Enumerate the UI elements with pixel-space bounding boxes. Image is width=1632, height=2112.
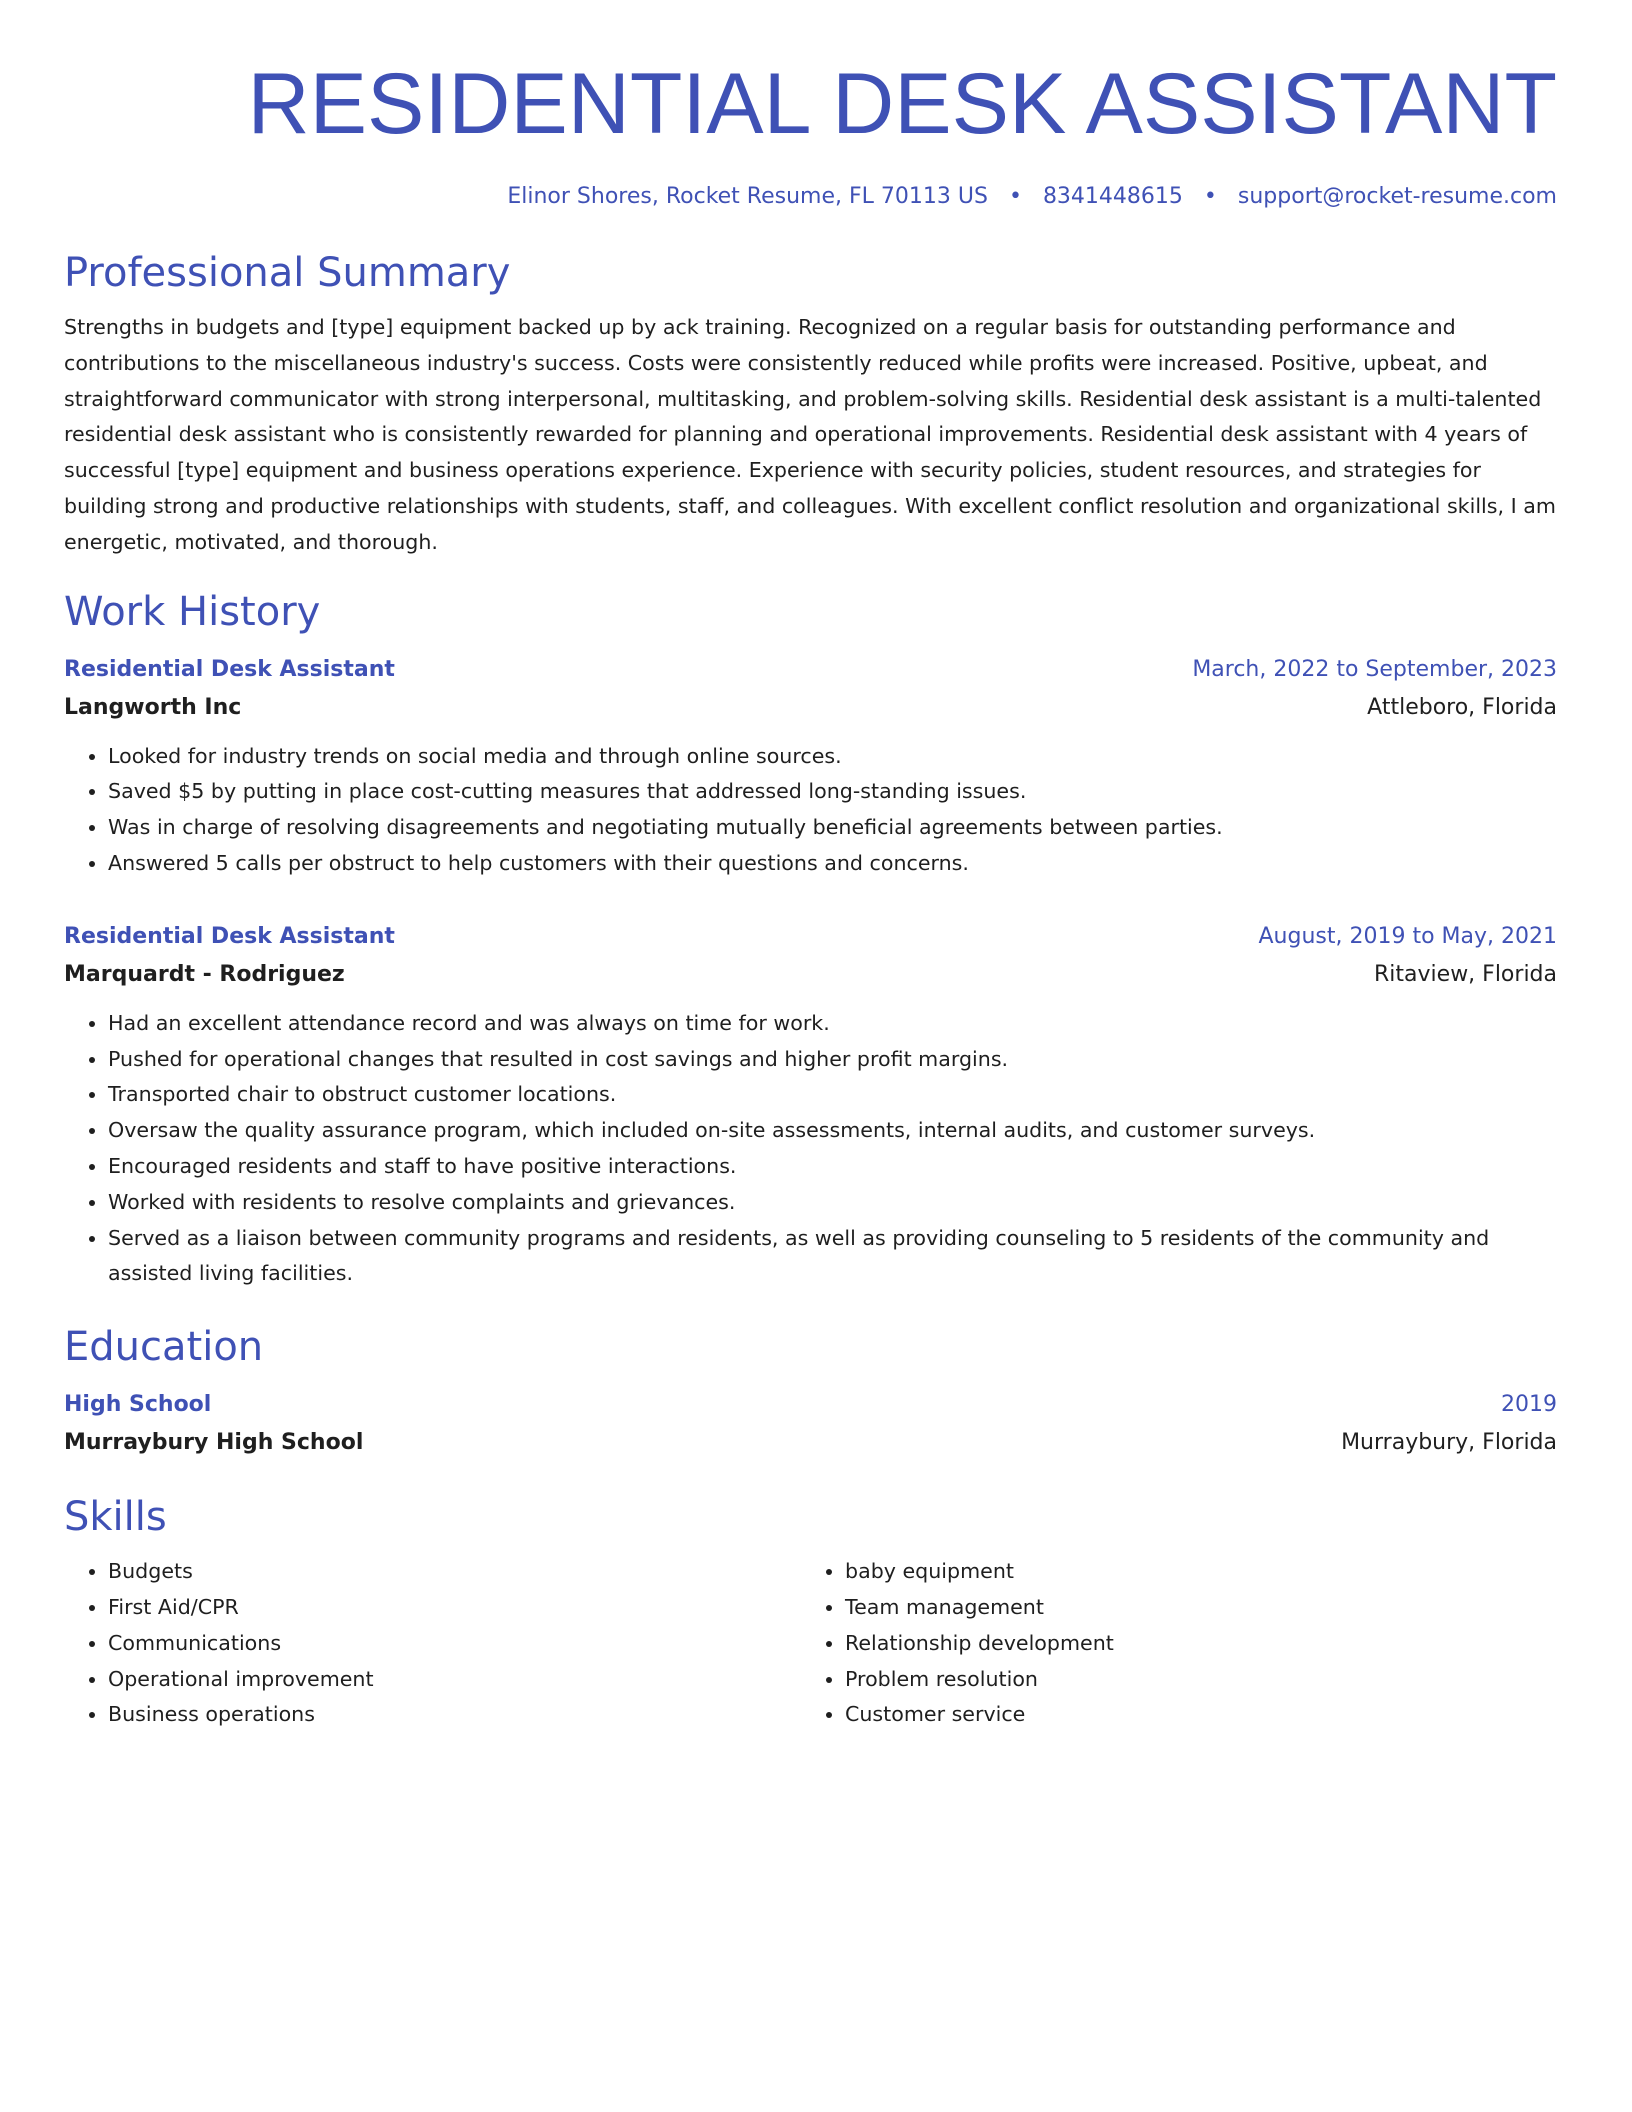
job-header-row [64, 918, 1557, 956]
skill-item: • baby equipment [845, 1554, 1538, 1590]
skill-item: • Relationship development [845, 1626, 1538, 1662]
summary-text: Strengths in budgets and [type] equipment backed up by ack training. Recognized on a regular basis for outstanding performance and contributions to the miscellaneous industry's success. Costs were consistently reduced while profits were increased. Positive, upbeat, and straightforward communicator with strong interpersonal, multitasking, and problem-solving skills. Residential desk assistant is a multi-talented residential desk assistant who is consistently rewarded for planning and operational improvements. Residential desk assistant with 4 years of successful [type] equipment and business operations experience. Experience with security policies, student resources, and strategies for building strong and productive relationships with students, staff, and colleagues. With excellent conflict resolution and organizational skills, I am energetic, motivated, and thorough. [64, 315, 1556, 554]
job-bullet: • Oversaw the quality assurance program, which included on-site assessments, internal audits, and customer surveys. [108, 1113, 1557, 1149]
skill-item: • Budgets [108, 1554, 801, 1590]
education-year: 2019 [1501, 1392, 1557, 1418]
education-degree: High School [64, 1392, 212, 1418]
job-header-row [64, 651, 1557, 689]
contact-email: support@rocket-resume.com [1237, 184, 1557, 209]
job-bullet: • Worked with residents to resolve complaints and grievances. [108, 1185, 1557, 1221]
candidate-title: RESIDENTIAL DESK ASSISTANT [247, 56, 1557, 152]
skills-column-right [801, 1554, 1538, 1733]
contact-line [64, 182, 1557, 212]
job-location: Attleboro, Florida [1367, 694, 1557, 720]
job-bullets [64, 739, 1557, 882]
skills-list [64, 1554, 1557, 1733]
section-title-work-history: Work History [64, 588, 321, 635]
job-bullet: • Answered 5 calls per obstruct to help customers with their questions and concerns. [108, 846, 1557, 882]
resume-page [64, 0, 1557, 1733]
contact-separator: • [1008, 184, 1022, 209]
skill-item: • First Aid/CPR [108, 1590, 801, 1626]
job-company-row [64, 956, 1557, 994]
resume-header [64, 0, 1557, 212]
contact-phone: 8341448615 [1042, 184, 1183, 209]
job-bullet: • Looked for industry trends on social media and through online sources. [108, 739, 1557, 775]
section-title-skills: Skills [64, 1494, 167, 1541]
job-bullet: • Encouraged residents and staff to have positive interactions. [108, 1149, 1557, 1185]
job-bullet: • Transported chair to obstruct customer locations. [108, 1077, 1557, 1113]
job-company: Marquardt - Rodriguez [64, 961, 345, 987]
job-dates: August, 2019 to May, 2021 [1258, 923, 1557, 949]
contact-address: Elinor Shores, Rocket Resume, FL 70113 US [507, 184, 988, 209]
job-bullet: • Was in charge of resolving disagreements and negotiating mutually beneficial agreements between parties. [108, 810, 1557, 846]
job-bullets [64, 1006, 1557, 1292]
contact-separator: • [1203, 184, 1217, 209]
education-school: Murraybury High School [64, 1430, 364, 1456]
skill-item: • Communications [108, 1626, 801, 1662]
job-bullet: • Had an excellent attendance record and was always on time for work. [108, 1006, 1557, 1042]
job-entry [64, 918, 1557, 1292]
skill-item: • Operational improvement [108, 1662, 801, 1698]
skill-item: • Customer service [845, 1697, 1538, 1733]
education-school-row [64, 1424, 1557, 1462]
job-company-row [64, 689, 1557, 727]
job-company: Langworth Inc [64, 694, 242, 720]
job-entry [64, 651, 1557, 882]
job-role: Residential Desk Assistant [64, 923, 395, 949]
job-bullet: • Served as a liaison between community programs and residents, as well as providing counseling to 5 residents of the community and assisted living facilities. [108, 1221, 1557, 1293]
skill-item: • Problem resolution [845, 1662, 1538, 1698]
education-header-row [64, 1386, 1557, 1424]
skill-item: • Team management [845, 1590, 1538, 1626]
skills-column-left [64, 1554, 801, 1733]
section-title-education: Education [64, 1324, 264, 1371]
job-role: Residential Desk Assistant [64, 656, 395, 682]
education-location: Murraybury, Florida [1341, 1430, 1557, 1456]
job-bullet: • Pushed for operational changes that resulted in cost savings and higher profit margins. [108, 1042, 1557, 1078]
skill-item: • Business operations [108, 1697, 801, 1733]
section-title-summary: Professional Summary [64, 250, 511, 296]
job-bullet: • Saved $5 by putting in place cost-cutting measures that addressed long-standing issues. [108, 774, 1557, 810]
job-dates: March, 2022 to September, 2023 [1192, 656, 1557, 682]
education-entry [64, 1386, 1557, 1462]
job-location: Ritaview, Florida [1374, 961, 1557, 987]
